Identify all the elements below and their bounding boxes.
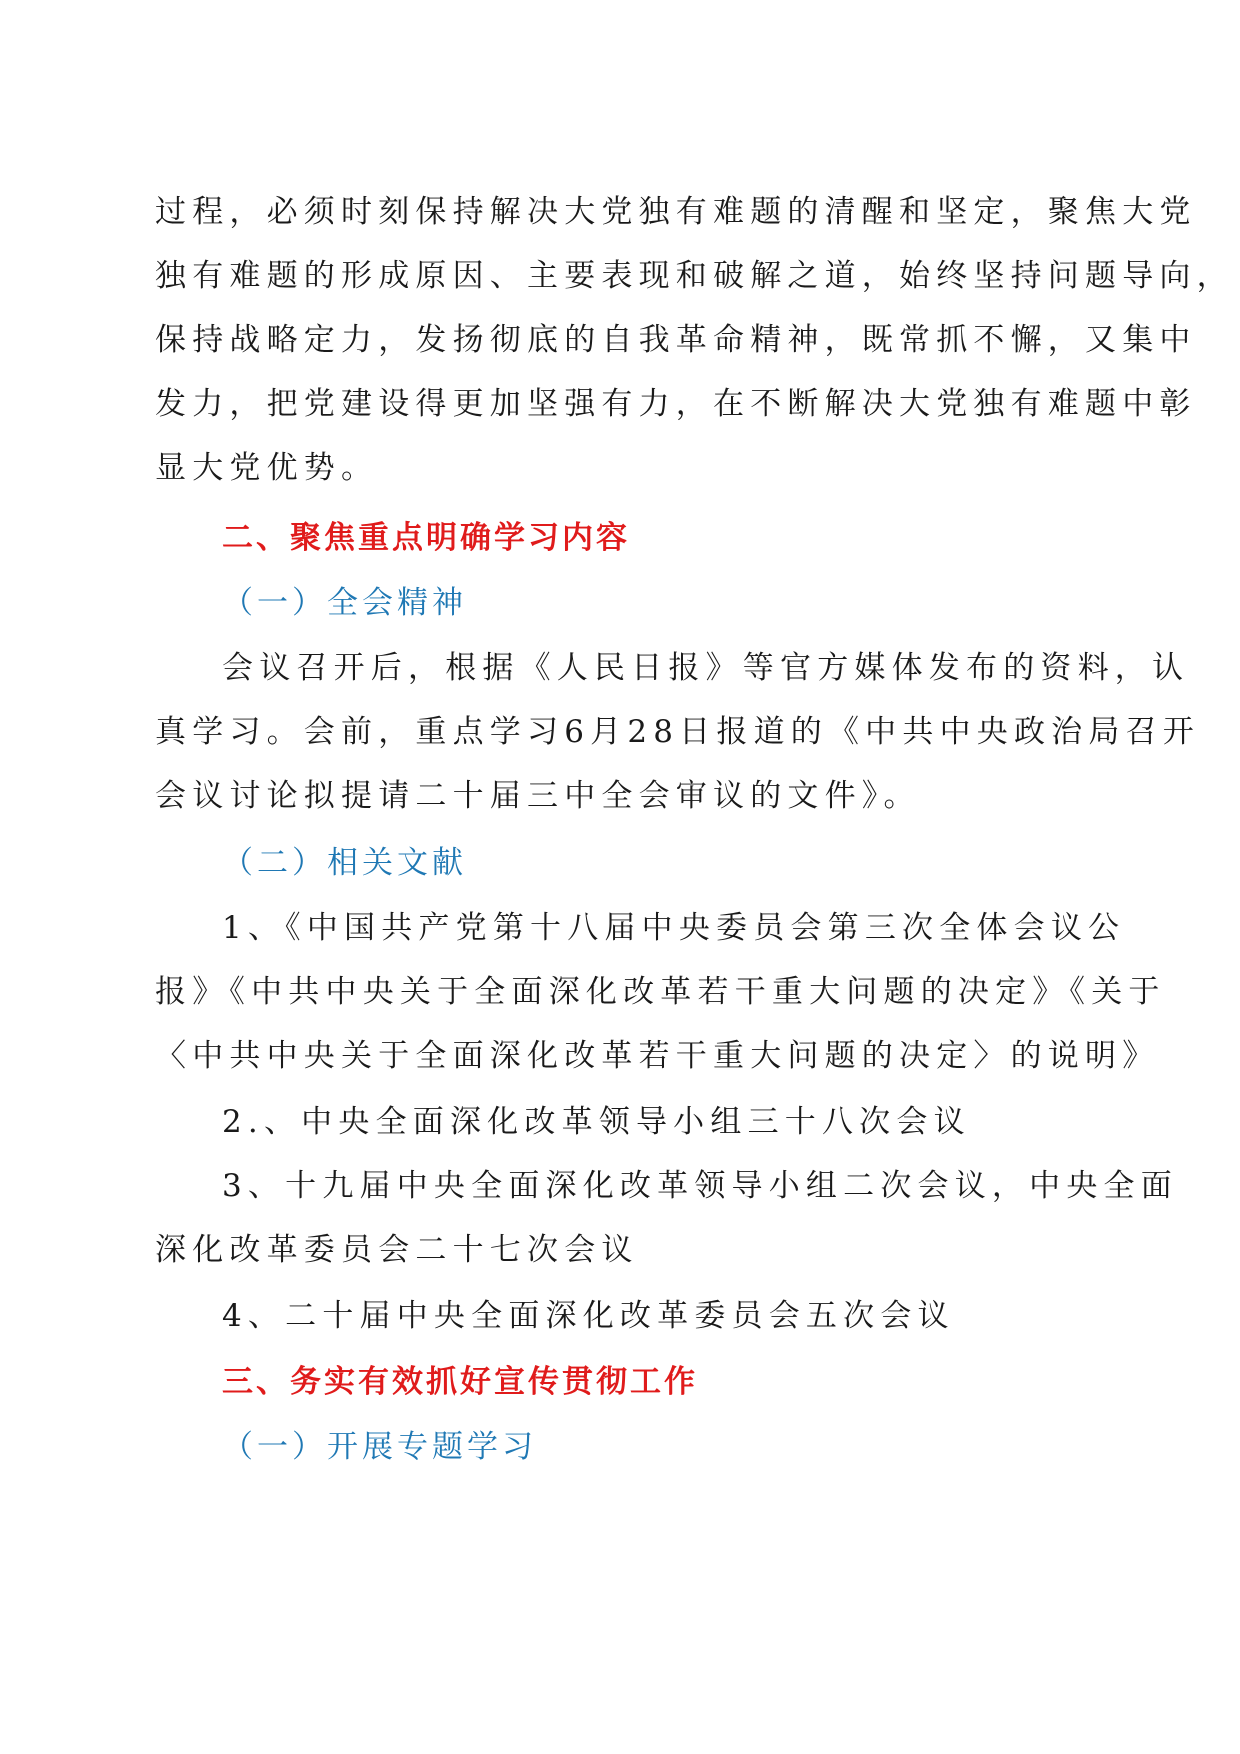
list-item-line: 3、十九届中央全面深化改革领导小组二次会议，中央全面 [222, 1168, 1178, 1204]
list-item-line: 〈中共中央关于全面深化改革若干重大问题的决定〉的说明》 [155, 1038, 1160, 1074]
paragraph-line: 保持战略定力，发扬彻底的自我革命精神，既常抓不懈，又集中 [155, 322, 1197, 358]
paragraph-line: 过程，必须时刻保持解决大党独有难题的清醒和坚定，聚焦大党 [155, 194, 1197, 230]
section-heading: 二、聚焦重点明确学习内容 [222, 520, 630, 556]
paragraph-line: 独有难题的形成原因、主要表现和破解之道，始终坚持问题导向， [155, 258, 1234, 294]
paragraph-line: 会议召开后，根据《人民日报》等官方媒体发布的资料，认 [222, 650, 1190, 686]
subsection-heading: （一）全会精神 [222, 585, 467, 621]
list-item-line: 4、二十届中央全面深化改革委员会五次会议 [222, 1298, 955, 1334]
list-item-line: 报》《中共中央关于全面深化改革若干重大问题的决定》《关于 [155, 974, 1166, 1010]
paragraph-line: 真学习。会前，重点学习6月28日报道的《中共中央政治局召开 [155, 714, 1200, 750]
list-item-line: 1、《中国共产党第十八届中央委员会第三次全体会议公 [222, 910, 1126, 946]
subsection-heading: （一）开展专题学习 [222, 1429, 537, 1465]
paragraph-line: 显大党优势。 [155, 450, 379, 486]
paragraph-line: 会议讨论拟提请二十届三中全会审议的文件》。 [155, 778, 921, 814]
list-item-line: 深化改革委员会二十七次会议 [155, 1232, 639, 1268]
subsection-heading: （二）相关文献 [222, 845, 467, 881]
list-item-line: 2.、中央全面深化改革领导小组三十八次会议 [222, 1104, 971, 1140]
paragraph-line: 发力，把党建设得更加坚强有力，在不断解决大党独有难题中彰 [155, 386, 1197, 422]
section-heading: 三、务实有效抓好宣传贯彻工作 [222, 1364, 698, 1400]
